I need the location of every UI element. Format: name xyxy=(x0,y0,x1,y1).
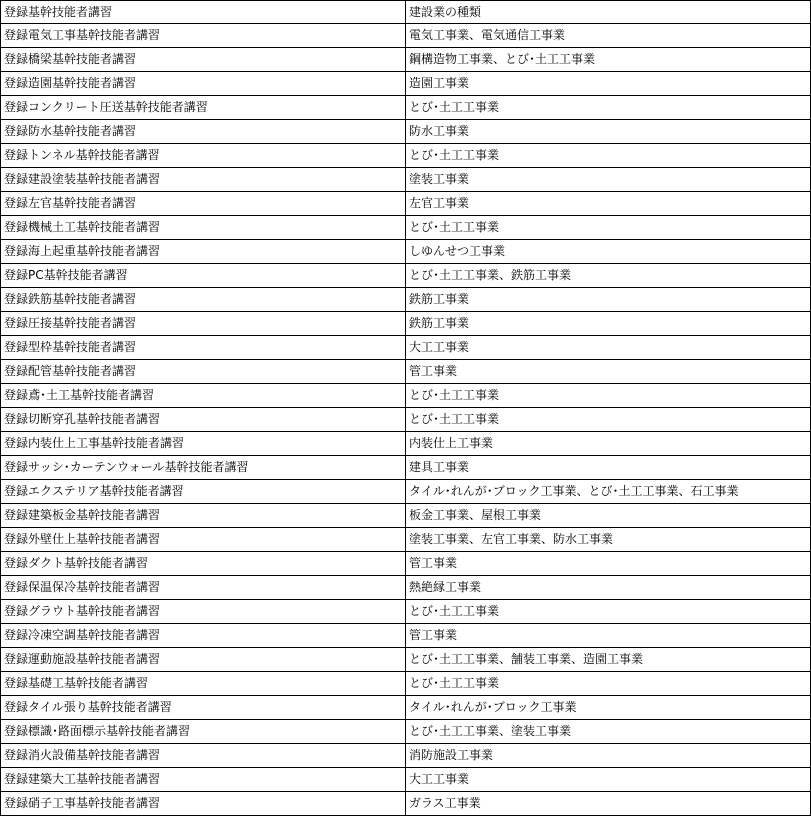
course-name-cell: 登録造園基幹技能者講習 xyxy=(1,72,406,96)
table-row xyxy=(1,408,811,432)
industry-type-cell: とび･土工工事業、塗装工事業 xyxy=(406,720,811,744)
table-row xyxy=(1,696,811,720)
table-row xyxy=(1,672,811,696)
industry-type-cell: とび･土工工事業 xyxy=(406,600,811,624)
table-row xyxy=(1,192,811,216)
industry-type-cell: 鋼構造物工事業、とび･土工工事業 xyxy=(406,48,811,72)
course-name-cell: 登録切断穿孔基幹技能者講習 xyxy=(1,408,406,432)
table-row xyxy=(1,528,811,552)
table-row xyxy=(1,744,811,768)
course-name-cell: 登録型枠基幹技能者講習 xyxy=(1,336,406,360)
table-row xyxy=(1,288,811,312)
industry-type-cell: 塗装工事業 xyxy=(406,168,811,192)
table-row xyxy=(1,144,811,168)
course-name-cell: 登録外壁仕上基幹技能者講習 xyxy=(1,528,406,552)
header-row xyxy=(1,1,811,24)
course-name-cell: 登録左官基幹技能者講習 xyxy=(1,192,406,216)
industry-type-cell: タイル･れんが･ブロック工事業、とび･土工工事業、石工事業 xyxy=(406,480,811,504)
industry-type-cell: ガラス工事業 xyxy=(406,792,811,816)
table-row xyxy=(1,552,811,576)
course-name-cell: 登録橋梁基幹技能者講習 xyxy=(1,48,406,72)
course-name-cell: 登録PC基幹技能者講習 xyxy=(1,264,406,288)
course-name-cell: 登録配管基幹技能者講習 xyxy=(1,360,406,384)
table-row xyxy=(1,216,811,240)
table-row xyxy=(1,120,811,144)
course-name-cell: 登録トンネル基幹技能者講習 xyxy=(1,144,406,168)
industry-type-cell: 建具工事業 xyxy=(406,456,811,480)
table-row xyxy=(1,432,811,456)
industry-type-cell: 板金工事業、屋根工事業 xyxy=(406,504,811,528)
industry-type-cell: とび･土工工事業 xyxy=(406,216,811,240)
industry-type-cell: 防水工事業 xyxy=(406,120,811,144)
course-name-cell: 登録内装仕上工事基幹技能者講習 xyxy=(1,432,406,456)
course-name-cell: 登録サッシ･カーテンウォール基幹技能者講習 xyxy=(1,456,406,480)
industry-type-cell: 鉄筋工事業 xyxy=(406,288,811,312)
industry-type-cell: 大工工事業 xyxy=(406,336,811,360)
course-name-cell: 登録グラウト基幹技能者講習 xyxy=(1,600,406,624)
course-name-cell: 登録標識･路面標示基幹技能者講習 xyxy=(1,720,406,744)
course-name-cell: 登録鉄筋基幹技能者講習 xyxy=(1,288,406,312)
table-row xyxy=(1,24,811,48)
industry-type-cell: 造園工事業 xyxy=(406,72,811,96)
course-name-cell: 登録消火設備基幹技能者講習 xyxy=(1,744,406,768)
table-row xyxy=(1,456,811,480)
table-row xyxy=(1,264,811,288)
course-name-cell: 登録硝子工事基幹技能者講習 xyxy=(1,792,406,816)
industry-type-cell: とび･土工工事業、舗装工事業、造園工事業 xyxy=(406,648,811,672)
industry-type-cell: とび･土工工事業 xyxy=(406,672,811,696)
course-name-cell: 登録機械土工基幹技能者講習 xyxy=(1,216,406,240)
table-row xyxy=(1,168,811,192)
course-name-cell: 登録運動施設基幹技能者講習 xyxy=(1,648,406,672)
course-name-cell: 登録海上起重基幹技能者講習 xyxy=(1,240,406,264)
industry-type-cell: 熱絶縁工事業 xyxy=(406,576,811,600)
table-row xyxy=(1,600,811,624)
course-name-cell: 登録ダクト基幹技能者講習 xyxy=(1,552,406,576)
table-row xyxy=(1,720,811,744)
table-row xyxy=(1,384,811,408)
course-name-cell: 登録保温保冷基幹技能者講習 xyxy=(1,576,406,600)
course-name-cell: 登録タイル張り基幹技能者講習 xyxy=(1,696,406,720)
course-name-cell: 登録防水基幹技能者講習 xyxy=(1,120,406,144)
industry-type-cell: 塗装工事業、左官工事業、防水工事業 xyxy=(406,528,811,552)
industry-type-cell: 鉄筋工事業 xyxy=(406,312,811,336)
industry-type-cell: とび･土工工事業、鉄筋工事業 xyxy=(406,264,811,288)
industry-type-cell: タイル･れんが･ブロック工事業 xyxy=(406,696,811,720)
industry-type-cell: とび･土工工事業 xyxy=(406,408,811,432)
header-industry-type: 建設業の種類 xyxy=(406,1,811,24)
course-name-cell: 登録建築板金基幹技能者講習 xyxy=(1,504,406,528)
table-row xyxy=(1,96,811,120)
course-name-cell: 登録建築大工基幹技能者講習 xyxy=(1,768,406,792)
industry-type-cell: とび･土工工事業 xyxy=(406,96,811,120)
course-name-cell: 登録エクステリア基幹技能者講習 xyxy=(1,480,406,504)
table-row xyxy=(1,360,811,384)
industry-type-cell: 管工事業 xyxy=(406,624,811,648)
table-row xyxy=(1,312,811,336)
table-body xyxy=(1,1,811,816)
table-row xyxy=(1,72,811,96)
table-row xyxy=(1,480,811,504)
industry-type-cell: 管工事業 xyxy=(406,552,811,576)
course-name-cell: 登録基礎工基幹技能者講習 xyxy=(1,672,406,696)
course-name-cell: 登録冷凍空調基幹技能者講習 xyxy=(1,624,406,648)
table-row xyxy=(1,336,811,360)
course-name-cell: 登録電気工事基幹技能者講習 xyxy=(1,24,406,48)
course-name-cell: 登録鳶･土工基幹技能者講習 xyxy=(1,384,406,408)
table-row xyxy=(1,792,811,816)
table-row xyxy=(1,504,811,528)
industry-type-cell: 内装仕上工事業 xyxy=(406,432,811,456)
industry-type-cell: 左官工事業 xyxy=(406,192,811,216)
table-row xyxy=(1,240,811,264)
industry-type-cell: 消防施設工事業 xyxy=(406,744,811,768)
table-row xyxy=(1,48,811,72)
industry-type-cell: 電気工事業、電気通信工事業 xyxy=(406,24,811,48)
table-row xyxy=(1,768,811,792)
industry-type-cell: 管工事業 xyxy=(406,360,811,384)
course-name-cell: 登録建設塗装基幹技能者講習 xyxy=(1,168,406,192)
industry-type-cell: 大工工事業 xyxy=(406,768,811,792)
header-course: 登録基幹技能者講習 xyxy=(1,1,406,24)
table-row xyxy=(1,576,811,600)
table-row xyxy=(1,648,811,672)
industry-type-cell: とび･土工工事業 xyxy=(406,144,811,168)
industry-type-cell: とび･土工工事業 xyxy=(406,384,811,408)
table-row xyxy=(1,624,811,648)
course-name-cell: 登録コンクリート圧送基幹技能者講習 xyxy=(1,96,406,120)
industry-type-cell: しゆんせつ工事業 xyxy=(406,240,811,264)
course-name-cell: 登録圧接基幹技能者講習 xyxy=(1,312,406,336)
